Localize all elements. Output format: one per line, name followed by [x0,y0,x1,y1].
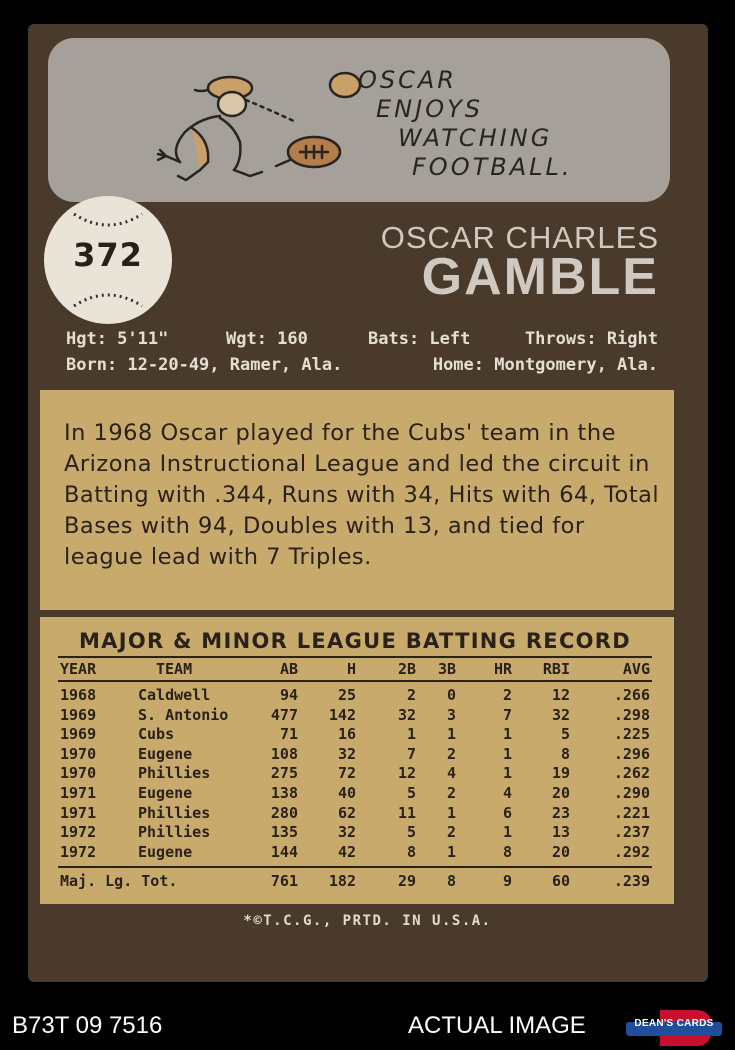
table-row [58,843,652,863]
cell-3b: 2 [446,823,456,842]
totals-row [58,872,652,892]
bio-bats: Bats: Left [368,329,471,349]
cell-3b: 1 [446,803,456,822]
cell-2b: 12 [397,764,416,783]
table-row [58,686,652,706]
cell-3b: 2 [446,744,456,763]
cell-2b: 8 [406,842,416,861]
cell-h: 32 [337,823,356,842]
column-header-2b: 2B [397,660,416,678]
table-row [58,764,652,784]
table-row [58,725,652,745]
cell-avg: .225 [613,725,650,744]
batting-record-rows [58,686,652,862]
cell-hr: 1 [502,823,512,842]
table-row [58,804,652,824]
batting-record-title: MAJOR & MINOR LEAGUE BATTING RECORD [58,626,652,658]
totals-2b: 29 [397,872,416,890]
cell-hr: 8 [502,842,512,861]
cell-team: Eugene [138,783,193,802]
cell-ab: 138 [270,783,298,802]
bio-throws: Throws: Right [524,329,658,349]
column-header-rbi: RBI [542,660,570,678]
cell-h: 42 [337,842,356,861]
cell-team: Phillies [138,764,211,783]
player-first-names: OSCAR CHARLES [380,220,659,255]
cell-2b: 32 [397,705,416,724]
cell-ab: 275 [270,764,298,783]
cell-3b: 3 [446,705,456,724]
cell-year: 1969 [60,705,97,724]
cell-avg: .290 [613,783,650,802]
cell-ab: 71 [279,725,298,744]
cell-rbi: 20 [551,783,570,802]
totals-avg: .239 [613,872,650,890]
card-number: 372 [73,236,143,274]
cell-avg: .298 [613,705,650,724]
cell-rbi: 13 [551,823,570,842]
cell-team: Cubs [138,725,175,744]
bio-home: Home: Montgomery, Ala. [432,355,658,375]
column-header-3b: 3B [437,660,456,678]
cartoon-illustration [100,70,350,190]
cell-h: 40 [337,783,356,802]
column-header-year: YEAR [60,660,97,678]
cell-hr: 4 [502,783,512,802]
cell-2b: 5 [406,783,416,802]
cell-2b: 11 [397,803,416,822]
cert-number: B73T 09 7516 [12,1012,163,1039]
column-header-ab: AB [279,660,298,678]
cell-3b: 1 [446,725,456,744]
totals-rbi: 60 [551,872,570,890]
cartoon-caption [328,66,668,182]
cell-avg: .292 [613,842,650,861]
totals-label: Maj. Lg. Tot. [60,872,178,890]
cell-year: 1972 [60,823,97,842]
cell-team: Phillies [138,803,211,822]
cell-3b: 0 [446,686,456,704]
totals-ab: 761 [270,872,298,890]
totals-h: 182 [328,872,356,890]
cell-ab: 144 [270,842,298,861]
cell-year: 1970 [60,764,97,783]
cell-3b: 2 [446,783,456,802]
cell-team: Phillies [138,823,211,842]
cell-rbi: 5 [560,725,570,744]
table-row [58,823,652,843]
cell-year: 1972 [60,842,97,861]
cell-ab: 280 [270,803,298,822]
cell-team: Eugene [138,744,193,763]
column-header-h: H [346,660,356,678]
cell-avg: .262 [613,764,650,783]
cell-h: 32 [337,744,356,763]
cell-h: 142 [328,705,356,724]
column-header-avg: AVG [622,660,650,678]
bio-weight: Wgt: 160 [226,329,308,349]
cell-rbi: 23 [551,803,570,822]
cell-hr: 7 [502,705,512,724]
cartoon-caption-line: ENJOYS [376,95,483,123]
batting-record-header [58,658,652,682]
cartoon-caption-line: OSCAR [358,66,457,94]
table-row [58,706,652,726]
table-row [58,784,652,804]
player-last-name: GAMBLE [421,248,659,306]
totals-divider [58,866,652,868]
cell-h: 62 [337,803,356,822]
cell-hr: 1 [502,725,512,744]
cell-hr: 1 [502,744,512,763]
totals-hr: 9 [502,872,512,890]
cell-hr: 2 [502,686,512,704]
bio-height: Hgt: 5'11" [66,329,169,349]
cell-h: 72 [337,764,356,783]
cell-2b: 5 [406,823,416,842]
table-row [58,745,652,765]
cell-rbi: 19 [551,764,570,783]
cell-year: 1969 [60,725,97,744]
cell-3b: 4 [446,764,456,783]
column-header-hr: HR [493,660,512,678]
cell-ab: 94 [279,686,298,704]
cell-year: 1968 [60,686,97,704]
copyright-line: *©T.C.G., PRTD. IN U.S.A. [243,913,492,929]
cell-team: Caldwell [138,686,211,704]
cell-h: 16 [337,725,356,744]
cell-avg: .296 [613,744,650,763]
bio-born: Born: 12-20-49, Ramer, Ala. [66,355,343,375]
cell-hr: 1 [502,764,512,783]
cell-hr: 6 [502,803,512,822]
cell-year: 1971 [60,783,97,802]
cell-ab: 135 [270,823,298,842]
cell-avg: .221 [613,803,650,822]
cell-rbi: 32 [551,705,570,724]
cell-rbi: 8 [560,744,570,763]
actual-image-label: ACTUAL IMAGE [408,1012,586,1039]
cell-2b: 7 [406,744,416,763]
cell-ab: 477 [270,705,298,724]
cell-team: S. Antonio [138,705,229,724]
logo-wordmark: DEAN'S CARDS [634,1018,714,1029]
cell-rbi: 20 [551,842,570,861]
cartoon-caption-line: WATCHING [398,124,553,152]
cell-rbi: 12 [551,686,570,704]
totals-3b: 8 [446,872,456,890]
cell-ab: 108 [270,744,298,763]
column-header-team: TEAM [156,660,193,678]
cell-h: 25 [337,686,356,704]
cell-3b: 1 [446,842,456,861]
cell-avg: .266 [613,686,650,704]
cell-year: 1970 [60,744,97,763]
cell-2b: 2 [406,686,416,704]
cell-avg: .237 [613,823,650,842]
cell-year: 1971 [60,803,97,822]
cartoon-caption-line: FOOTBALL. [412,153,573,181]
cell-2b: 1 [406,725,416,744]
player-story: In 1968 Oscar played for the Cubs' team in the Arizona Instructional League and led the circuit in Batting with .344, Runs with 34, Hits with 64, Total Bases with 94, Doubles with 13, and tied for league lead with 7 Triples. [64,420,660,570]
cell-team: Eugene [138,842,193,861]
